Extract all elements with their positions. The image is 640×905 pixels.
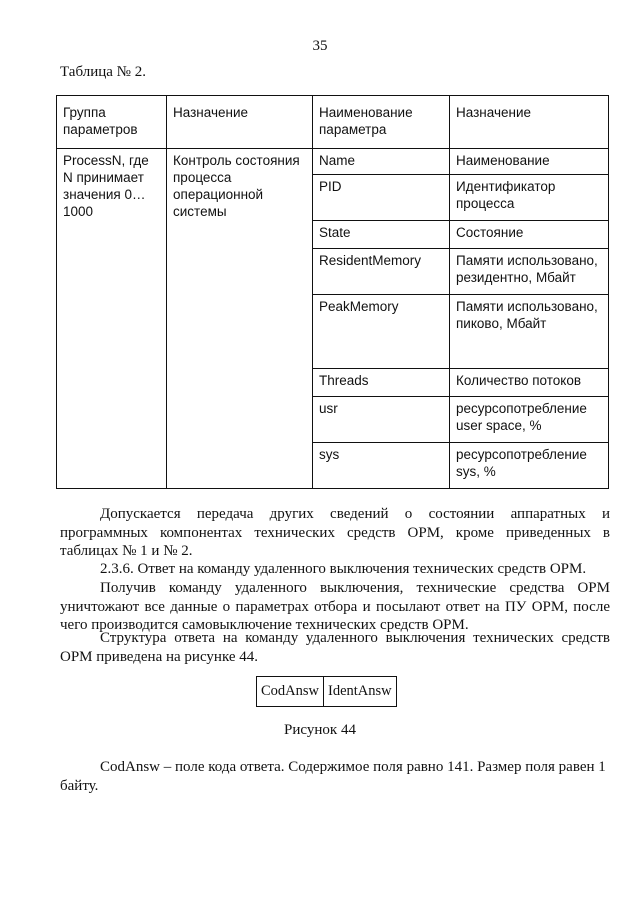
table-row xyxy=(57,149,609,175)
param-name-cell: State xyxy=(313,221,450,249)
page-number: 35 xyxy=(312,38,328,54)
field-identansw: IdentAnsw xyxy=(324,677,397,707)
paragraph-codansw-description: CodAnsw – поле кода ответа. Содержимое поля равно 141. Размер поля равен 1 байту. xyxy=(60,759,606,794)
param-name-cell: PID xyxy=(313,175,450,221)
header-param-purpose: Назначение xyxy=(450,96,609,149)
param-name-cell: usr xyxy=(313,397,450,443)
param-name-cell: sys xyxy=(313,443,450,489)
paragraph-other-info: Допускается передача других сведений о состоянии аппаратных и программных компонентах технических средств ОРМ, кроме приведенных в таблицах № 1 и № 2. xyxy=(60,506,610,559)
parameters-table xyxy=(56,95,609,489)
param-name-cell: Name xyxy=(313,149,450,175)
param-desc-cell: Памяти использовано, резидентно, Мбайт xyxy=(450,249,609,295)
table-header-row xyxy=(57,96,609,149)
paragraph-structure-reference: Структура ответа на команду удаленного выключения технических средств ОРМ приведена на рисунке 44. xyxy=(60,630,610,665)
paragraph-shutdown-procedure: Получив команду удаленного выключения, технические средства ОРМ уничтожают все данные о параметрах отбора и посылают ответ на ПУ ОРМ, после чего производится самовыключение технических средств ОРМ. xyxy=(60,580,610,633)
param-desc-cell: ресурсопотребление user space, % xyxy=(450,397,609,443)
param-desc-cell: Состояние xyxy=(450,221,609,249)
param-desc-cell: Количество потоков xyxy=(450,369,609,397)
group-cell: ProcessN, где N принимает значения 0…1000 xyxy=(57,149,167,489)
param-desc-cell: Идентификатор процесса xyxy=(450,175,609,221)
param-name-cell: ResidentMemory xyxy=(313,249,450,295)
figure-caption: Рисунок 44 xyxy=(284,722,356,738)
header-purpose: Назначение xyxy=(167,96,313,149)
table-caption: Таблица № 2. xyxy=(60,64,146,80)
header-param-name: Наименование параметра xyxy=(313,96,450,149)
header-group: Группа параметров xyxy=(57,96,167,149)
param-desc-cell: Наименование xyxy=(450,149,609,175)
figure-44-structure xyxy=(256,676,397,707)
section-heading-2-3-6: 2.3.6. Ответ на команду удаленного выключения технических средств ОРМ. xyxy=(100,561,587,577)
param-desc-cell: ресурсопотребление sys, % xyxy=(450,443,609,489)
group-purpose-cell: Контроль состояния процесса операционной системы xyxy=(167,149,313,489)
param-name-cell: Threads xyxy=(313,369,450,397)
field-codansw: CodAnsw xyxy=(257,677,324,707)
param-name-cell: PeakMemory xyxy=(313,295,450,369)
param-desc-cell: Памяти использовано, пиково, Мбайт xyxy=(450,295,609,369)
